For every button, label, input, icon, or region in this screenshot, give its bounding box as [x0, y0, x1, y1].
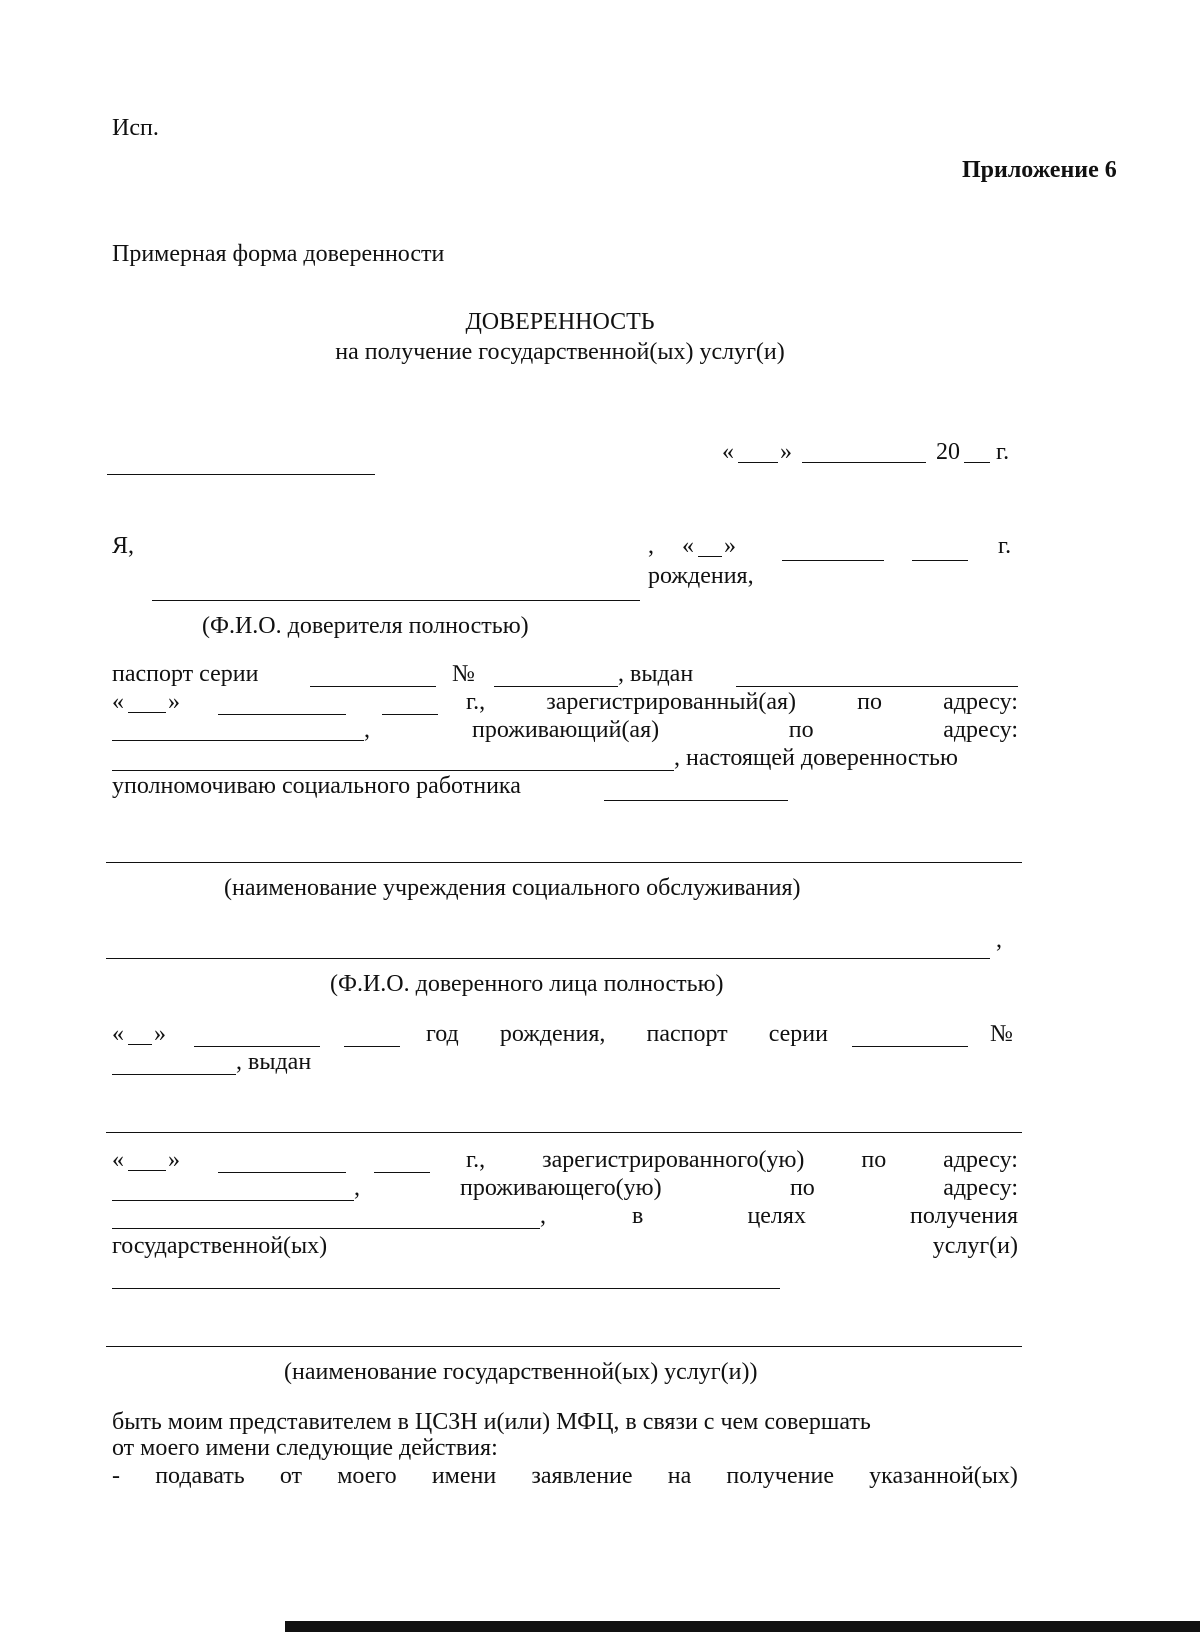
body-line-3-word: от: [279, 1463, 303, 1489]
ta-registered-line: [466, 1146, 1018, 1174]
principal-month-blank: [782, 560, 884, 561]
trustee-passport-word: паспорт: [646, 1021, 728, 1047]
social-worker-blank: [604, 800, 788, 801]
body-line-3-word: заявление: [531, 1463, 633, 1489]
pp-date-month-blank: [218, 714, 346, 715]
principal-birth: рождения,: [648, 563, 754, 589]
passport-no-blank: [494, 686, 618, 687]
institution-caption: (наименование учреждения социального обслуживания): [224, 875, 801, 901]
pp-po: по: [857, 689, 883, 715]
reg-address-comma: ,: [364, 717, 370, 743]
scan-edge-bar: [285, 1621, 1200, 1632]
pp-registered: зарегистрированный(ая): [546, 689, 797, 715]
reg-address-blank: [112, 740, 364, 741]
date-quote-close: »: [780, 439, 792, 465]
authorize-label: уполномочиваю социального работника: [112, 773, 521, 799]
date-year-prefix: 20: [936, 439, 960, 465]
ta-month-blank: [218, 1172, 346, 1173]
ta-po2: по: [789, 1175, 815, 1201]
trustee-no-blank: [112, 1074, 236, 1075]
appendix-label: Приложение 6: [962, 157, 1117, 183]
trustee-year-blank: [344, 1046, 400, 1047]
ta-services-line: [112, 1232, 1018, 1260]
body-line-3: [112, 1462, 1018, 1490]
ta-address: адресу:: [943, 1147, 1018, 1173]
ta-obtain: получения: [910, 1203, 1018, 1229]
date-year-blank: [964, 462, 990, 463]
living-label: проживающий(ая): [472, 717, 660, 743]
trustee-birth-word: рождения,: [499, 1021, 606, 1047]
ta-address2: адресу:: [943, 1175, 1018, 1201]
ta-living-line: [460, 1174, 1018, 1202]
passport-series-blank: [310, 686, 436, 687]
principal-caption: (Ф.И.О. доверителя полностью): [202, 613, 529, 639]
body-line-3-word: подавать: [155, 1463, 245, 1489]
services-caption: (наименование государственной(ых) услуг(и)): [284, 1359, 758, 1385]
pp-date-open: «: [112, 689, 124, 715]
principal-name-blank: [152, 600, 640, 601]
trustee-day-blank: [128, 1044, 152, 1045]
date-year-suffix: г.: [996, 439, 1010, 465]
ta-reg-comma: ,: [354, 1175, 360, 1201]
pp-registered-line: [466, 688, 1018, 716]
passport-issued-blank: [736, 686, 1018, 687]
body-line-3-word: указанной(ых): [869, 1463, 1018, 1489]
trustee-issued: , выдан: [236, 1049, 312, 1075]
living-line: [472, 716, 1018, 744]
trustee-name-blank: [106, 958, 990, 959]
institution-blank: [106, 862, 1022, 863]
body-line-3-word: получение: [726, 1463, 834, 1489]
ta-services: услуг(и): [932, 1233, 1018, 1259]
body-line-2: от моего имени следующие действия:: [112, 1435, 498, 1461]
principal-quote-close: »: [724, 533, 736, 559]
ta-purpose: целях: [747, 1203, 806, 1229]
pp-address: адресу:: [943, 689, 1018, 715]
passport-no-label: №: [452, 661, 475, 687]
passport-series-label: паспорт серии: [112, 661, 259, 687]
passport-issued: , выдан: [618, 661, 694, 687]
date-quote-open: «: [722, 439, 734, 465]
trustee-month-blank: [194, 1046, 320, 1047]
body-line-3-word: -: [112, 1463, 120, 1489]
pp-date-day-blank: [128, 712, 166, 713]
body-line-3-word: имени: [431, 1463, 497, 1489]
pp-date-year-blank: [382, 714, 438, 715]
services-blank-1: [112, 1288, 780, 1289]
trustee-date-open: «: [112, 1021, 124, 1047]
ta-day-blank: [128, 1170, 166, 1171]
principal-day-blank: [698, 556, 722, 557]
trustee-series-word: серии: [768, 1021, 828, 1047]
ta-state: государственной(ых): [112, 1233, 328, 1259]
ta-date-close: »: [168, 1147, 180, 1173]
date-day-blank: [738, 462, 778, 463]
trustee-comma: ,: [996, 927, 1002, 953]
living-po: по: [788, 717, 814, 743]
ta-reg-blank: [112, 1200, 354, 1201]
ta-date-open: «: [112, 1147, 124, 1173]
ya-label: Я,: [112, 533, 135, 559]
services-blank-2: [106, 1346, 1022, 1347]
ta-living-comma: ,: [540, 1203, 546, 1229]
date-month-blank: [802, 462, 926, 463]
ta-registered: зарегистрированного(ую): [542, 1147, 805, 1173]
isp-label: Исп.: [112, 115, 159, 141]
trustee-issuer-blank: [106, 1132, 1022, 1133]
trustee-series-blank: [852, 1046, 968, 1047]
principal-comma: ,: [648, 533, 654, 559]
document-subtitle: на получение государственной(ых) услуг(и): [335, 339, 785, 365]
trustee-date-close: »: [154, 1021, 166, 1047]
principal-year-blank: [912, 560, 968, 561]
trustee-caption: (Ф.И.О. доверенного лица полностью): [330, 971, 724, 997]
pp-date-close: »: [168, 689, 180, 715]
trustee-god: год: [426, 1021, 459, 1047]
pp-g: г.,: [466, 689, 486, 715]
living-address-blank: [112, 770, 674, 771]
ta-g: г.,: [466, 1147, 486, 1173]
document-title: ДОВЕРЕННОСТЬ: [465, 309, 655, 335]
ta-living: проживающего(ую): [460, 1175, 662, 1201]
body-line-1: быть моим представителем в ЦСЗН и(или) МФЦ, в связи с чем совершать: [112, 1409, 871, 1435]
form-label: Примерная форма доверенности: [112, 241, 445, 267]
principal-g: г.: [998, 533, 1012, 559]
ta-v: в: [632, 1203, 644, 1229]
body-line-3-word: моего: [337, 1463, 397, 1489]
ta-living-blank: [112, 1228, 540, 1229]
ta-po: по: [861, 1147, 887, 1173]
trustee-birth-line: [426, 1020, 828, 1048]
living-address: адресу:: [943, 717, 1018, 743]
place-blank: [107, 474, 375, 475]
body-line-3-word: на: [667, 1463, 692, 1489]
ta-purpose-line: [632, 1202, 1018, 1230]
present-power: , настоящей доверенностью: [674, 745, 958, 771]
principal-quote-open: «: [682, 533, 694, 559]
ta-year-blank: [374, 1172, 430, 1173]
trustee-no: №: [990, 1021, 1013, 1047]
